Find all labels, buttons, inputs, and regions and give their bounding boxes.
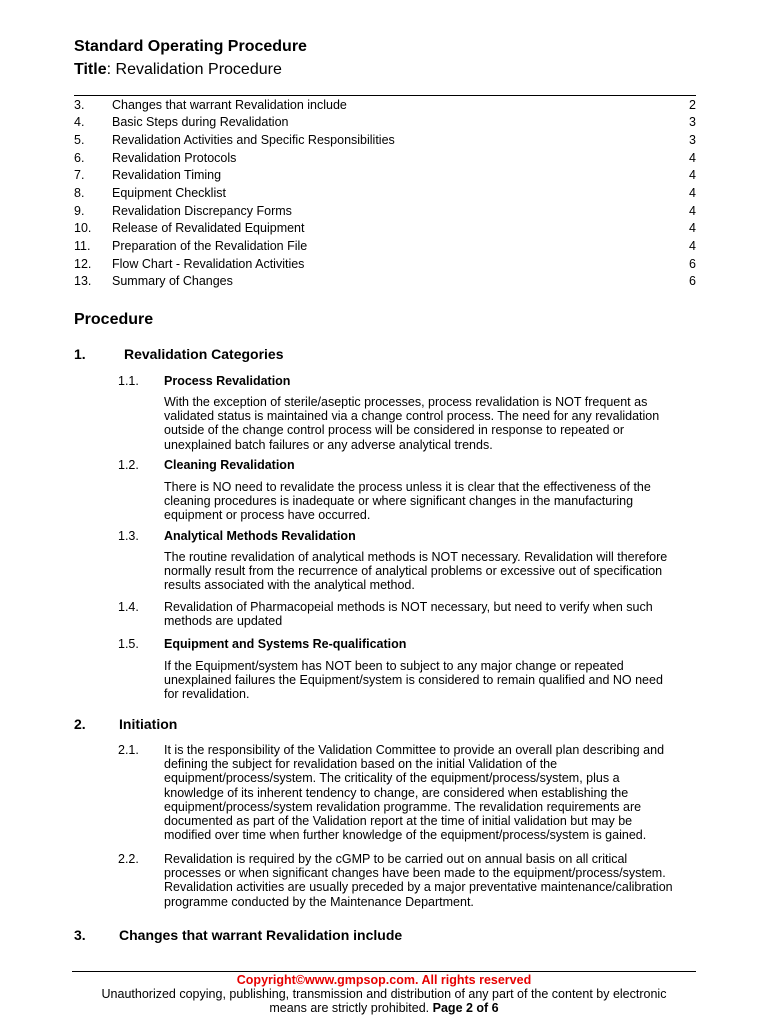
- toc-text: Revalidation Timing: [112, 168, 222, 183]
- paragraph-line: If the Equipment/system has NOT been to subject to any major change or repeated: [164, 659, 624, 673]
- paragraph-line: for revalidation.: [164, 687, 250, 702]
- paragraph-line: programme conducted by the Maintenance Department.: [164, 894, 474, 909]
- paragraph: [164, 395, 695, 452]
- toc-text: Revalidation Protocols: [112, 150, 237, 165]
- toc-number: 4.: [74, 115, 85, 130]
- toc-number: 12.: [74, 256, 92, 271]
- toc-text: Changes that warrant Revalidation include: [112, 97, 347, 112]
- toc-page: 4: [689, 168, 696, 183]
- toc-page: 4: [689, 150, 696, 165]
- paragraph-line: knowledge of its inherent tendency to change, are considered when establishing the: [164, 785, 629, 800]
- toc-row: [74, 96, 696, 114]
- paragraph: [164, 550, 695, 593]
- toc-text: Equipment Checklist: [112, 186, 226, 201]
- toc-number: 11.: [74, 238, 91, 253]
- toc-number: 8.: [74, 186, 85, 201]
- paragraph-line: unexplained batch failures or any adverse analytical trends.: [164, 437, 493, 452]
- subsection-number: 1.1.: [118, 374, 139, 388]
- paragraph-line: There is NO need to revalidate the process unless it is clear that the effectiveness of the: [164, 480, 651, 494]
- toc-number: 13.: [74, 274, 92, 289]
- toc-text: Flow Chart - Revalidation Activities: [112, 256, 305, 271]
- toc-row: [74, 114, 696, 132]
- footer-divider: [72, 971, 696, 972]
- toc-row: [74, 184, 696, 202]
- toc-number: 7.: [74, 168, 85, 183]
- disclaimer-line-2: [0, 1001, 768, 1015]
- disclaimer-line: Unauthorized copying, publishing, transmission and distribution of any part of the content by electronic: [101, 987, 667, 1001]
- toc-number: 10.: [74, 221, 92, 236]
- paragraph-line: The routine revalidation of analytical methods is NOT necessary. Revalidation will therefore: [164, 550, 668, 564]
- toc-page: 4: [689, 238, 696, 253]
- paragraph-line: equipment/process/system. The criticality of the equipment/process/system, plus a: [164, 771, 620, 786]
- section-number: 3.: [74, 927, 86, 943]
- subsection-number: 1.4.: [118, 600, 139, 614]
- section-number: 2.: [74, 716, 86, 732]
- paragraph: [164, 600, 695, 628]
- toc-text: Release of Revalidated Equipment: [112, 221, 305, 236]
- paragraph-line: validated status is maintained via a change control process. The need for any revalidation: [164, 409, 660, 424]
- document-title: [74, 58, 307, 82]
- section-title: Revalidation Categories: [124, 346, 284, 362]
- toc-text: Preparation of the Revalidation File: [112, 238, 308, 253]
- section-heading: [74, 716, 177, 732]
- section-number: 1.: [74, 346, 86, 362]
- toc-page: 3: [689, 133, 696, 148]
- toc-page: 4: [689, 186, 696, 201]
- section-title: Changes that warrant Revalidation include: [119, 927, 403, 943]
- paragraph-line: equipment/process/system revalidation programme. The revalidation requirements are: [164, 799, 642, 814]
- toc-row: [74, 272, 696, 290]
- paragraph: [164, 659, 695, 702]
- toc-row: [74, 237, 696, 255]
- paragraph: [164, 743, 695, 842]
- paragraph-line: unexplained failures the Equipment/system is considered to remain qualified and NO need: [164, 673, 663, 688]
- toc-page: 3: [689, 115, 696, 130]
- procedure-heading: Procedure: [74, 311, 154, 328]
- toc-number: 6.: [74, 150, 85, 165]
- paragraph-line: outside of the change control process will be considered in response to repeated or: [164, 423, 625, 438]
- table-of-contents: [74, 96, 696, 290]
- subsection-title: Equipment and Systems Re-qualification: [164, 637, 407, 651]
- section-heading: [74, 346, 284, 362]
- title-separator: :: [106, 61, 112, 78]
- disclaimer-text: means are strictly prohibited.: [269, 1001, 430, 1015]
- paragraph: [164, 480, 695, 523]
- paragraph-line: modified over time when further knowledge of the equipment/process/system is gained.: [164, 828, 647, 843]
- paragraph-line: cleaning procedures is inadequate or where significant changes in the manufacturing: [164, 494, 634, 509]
- toc-page: 4: [689, 221, 696, 236]
- paragraph-line: normally result from the recurrence of analytical problems or excessive out of specification: [164, 564, 663, 579]
- toc-row: [74, 149, 696, 167]
- toc-row: [74, 255, 696, 273]
- section-title: Initiation: [119, 716, 178, 732]
- paragraph-line: results associated with the analytical method.: [164, 578, 415, 593]
- document-type: Standard Operating Procedure: [74, 38, 307, 55]
- paragraph-line: Revalidation activities are usually preceded by a major preventative maintenance/calibration: [164, 880, 673, 895]
- title-value: Revalidation Procedure: [115, 61, 282, 78]
- toc-text: Basic Steps during Revalidation: [112, 115, 289, 130]
- subsection-title: Process Revalidation: [164, 374, 291, 388]
- subsection-number: 1.2.: [118, 458, 139, 472]
- toc-text: Revalidation Activities and Specific Responsibilities: [112, 133, 395, 148]
- subsection-title: Analytical Methods Revalidation: [164, 529, 356, 543]
- toc-number: 9.: [74, 203, 85, 218]
- copyright-notice: Copyright©www.gmpsop.com. All rights reserved: [236, 973, 532, 987]
- document-header: [74, 36, 307, 82]
- subsection-number: 2.2.: [118, 852, 139, 866]
- toc-text: Revalidation Discrepancy Forms: [112, 203, 292, 218]
- subsection-number: 2.1.: [118, 743, 139, 757]
- paragraph-line: processes or when significant changes have been made to the equipment/process/system.: [164, 866, 666, 881]
- toc-number: 3.: [74, 97, 85, 112]
- toc-page: 6: [689, 274, 696, 289]
- toc-row: [74, 202, 696, 220]
- paragraph-line: equipment or process have occurred.: [164, 508, 371, 523]
- toc-page: 2: [689, 97, 696, 112]
- section-heading: [74, 927, 402, 943]
- disclaimer: [0, 987, 768, 1015]
- paragraph-line: methods are updated: [164, 614, 283, 629]
- toc-row: [74, 131, 696, 149]
- paragraph-line: Revalidation of Pharmacopeial methods is NOT necessary, but need to verify when such: [164, 600, 653, 614]
- paragraph-line: With the exception of sterile/aseptic processes, process revalidation is NOT frequent as: [164, 395, 648, 409]
- subsection-number: 1.5.: [118, 637, 139, 651]
- toc-row: [74, 167, 696, 185]
- toc-number: 5.: [74, 133, 85, 148]
- subsection-title: Cleaning Revalidation: [164, 458, 295, 472]
- paragraph-line: defining the subject for revalidation based on the initial Validation of the: [164, 757, 558, 772]
- paragraph-line: Revalidation is required by the cGMP to be carried out on annual basis on all critical: [164, 852, 628, 866]
- toc-page: 4: [689, 203, 696, 218]
- paragraph: [164, 852, 695, 909]
- paragraph-line: documented as part of the Validation report at the time of initial validation but may be: [164, 814, 633, 829]
- toc-page: 6: [689, 256, 696, 271]
- subsection-number: 1.3.: [118, 529, 139, 543]
- page-number: Page 2 of 6: [432, 1001, 499, 1015]
- toc-row: [74, 219, 696, 237]
- title-label: Title: [74, 61, 107, 78]
- toc-text: Summary of Changes: [112, 274, 233, 289]
- paragraph-line: It is the responsibility of the Validation Committee to provide an overall plan describing and: [164, 743, 665, 757]
